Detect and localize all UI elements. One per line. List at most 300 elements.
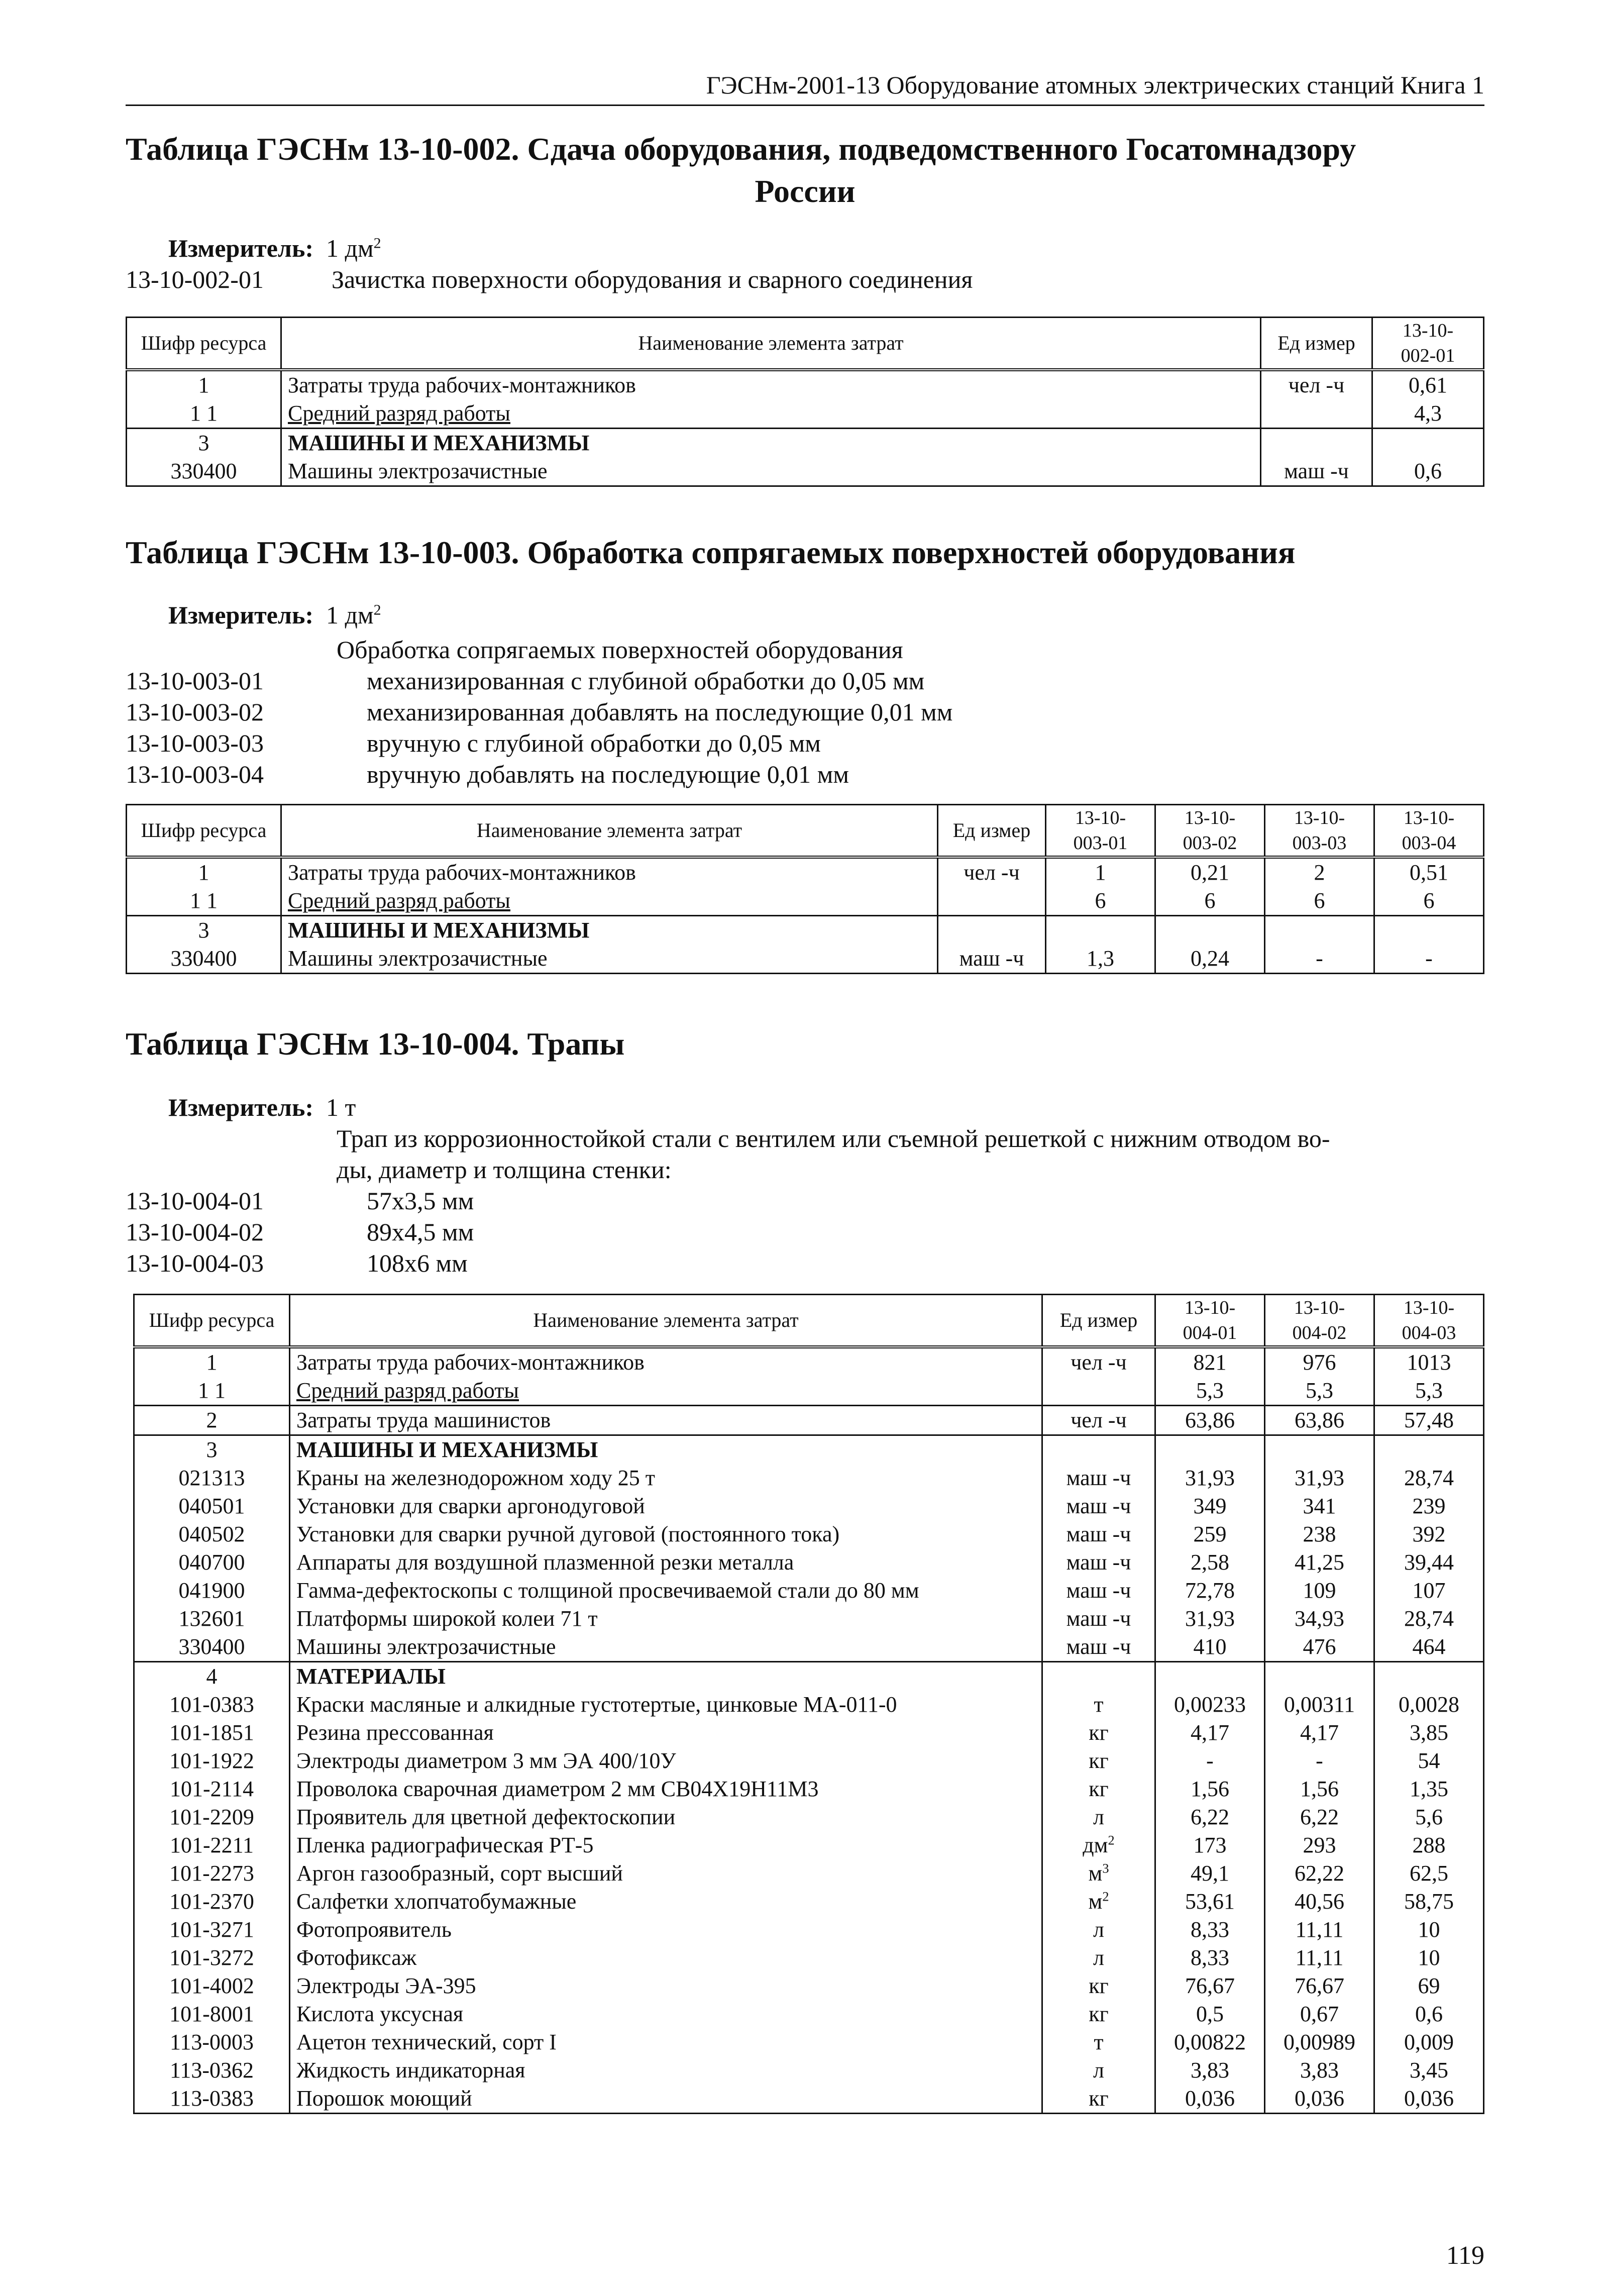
item-line bbox=[126, 665, 1484, 696]
cell-value: 28,74 bbox=[1374, 1464, 1484, 1492]
cell-value: 41,25 bbox=[1265, 1548, 1374, 1577]
unit-text: л bbox=[1093, 1945, 1104, 1970]
cell-value: 31,93 bbox=[1155, 1464, 1265, 1492]
cell-value: 49,1 bbox=[1155, 1859, 1265, 1888]
unit-text: т bbox=[1094, 1692, 1104, 1717]
cell-unit bbox=[1042, 1691, 1155, 1719]
cell-name: Электроды ЭА-395 bbox=[290, 1972, 1042, 2000]
cell-name: Пленка радиографическая РТ-5 bbox=[290, 1831, 1042, 1859]
cell-value: 28,74 bbox=[1374, 1605, 1484, 1633]
cell-value: 0,00233 bbox=[1155, 1691, 1265, 1719]
cell-unit bbox=[1261, 457, 1372, 486]
item-line bbox=[126, 1185, 1484, 1216]
cell-name: Проволока сварочная диаметром 2 мм СВ04Х19Н11М3 bbox=[290, 1775, 1042, 1803]
cell-code: 101-2211 bbox=[134, 1831, 290, 1859]
cell-code: 330400 bbox=[127, 457, 281, 486]
cell-name: Проявитель для цветной дефектоскопии bbox=[290, 1803, 1042, 1831]
cell-code: 1 1 bbox=[127, 887, 281, 916]
cell-value: 0,036 bbox=[1265, 2084, 1374, 2114]
col-header-unit: Ед измер bbox=[938, 805, 1046, 858]
unit-text: чел -ч bbox=[1288, 373, 1345, 397]
cell-unit bbox=[1042, 1859, 1155, 1888]
cell-code: 101-0383 bbox=[134, 1691, 290, 1719]
cell-name: Аппараты для воздушной плазменной резки металла bbox=[290, 1548, 1042, 1577]
cell-value: 39,44 bbox=[1374, 1548, 1484, 1577]
cell-value: 288 bbox=[1374, 1831, 1484, 1859]
cell-value: 3,83 bbox=[1155, 2056, 1265, 2084]
cell-code: 101-2370 bbox=[134, 1888, 290, 1916]
item-line bbox=[126, 727, 1484, 759]
cell-value bbox=[1374, 1662, 1484, 1691]
unit-text: л bbox=[1093, 1805, 1104, 1829]
cell-value: 6 bbox=[1265, 887, 1374, 916]
meter-value: 1 дм bbox=[326, 601, 374, 629]
col-header-unit: Ед измер bbox=[1042, 1295, 1155, 1347]
table-row bbox=[134, 1520, 1484, 1548]
cell-name: Салфетки хлопчатобумажные bbox=[290, 1888, 1042, 1916]
table-row bbox=[134, 1492, 1484, 1520]
cell-value: 6 bbox=[1374, 887, 1484, 916]
table-003-title: Таблица ГЭСНм 13-10-003. Обработка сопрягаемых поверхностей оборудования bbox=[126, 535, 1296, 570]
table-003-meter bbox=[168, 600, 381, 630]
table-003 bbox=[126, 804, 1484, 974]
table-row bbox=[134, 2056, 1484, 2084]
cell-value bbox=[1155, 1435, 1265, 1465]
unit-text: т bbox=[1094, 2030, 1104, 2054]
cell-value: 62,22 bbox=[1265, 1859, 1374, 1888]
cell-unit bbox=[1042, 1548, 1155, 1577]
unit-sup: 2 bbox=[1102, 1889, 1109, 1904]
cell-code: 4 bbox=[134, 1662, 290, 1691]
cell-value: 58,75 bbox=[1374, 1888, 1484, 1916]
item-code: 13-10-004-02 bbox=[126, 1218, 264, 1246]
cell-name: Краны на железнодорожном ходу 25 т bbox=[290, 1464, 1042, 1492]
item-text: вручную добавлять на последующие 0,01 мм bbox=[367, 760, 849, 788]
col-header-code: Шифр ресурса bbox=[127, 318, 281, 370]
unit-text: кг bbox=[1089, 1720, 1109, 1745]
cell-value bbox=[1046, 916, 1155, 945]
cell-name: Средний разряд работы bbox=[290, 1377, 1042, 1406]
cell-name: Машины электрозачистные bbox=[281, 457, 1261, 486]
item-code: 13-10-003-03 bbox=[126, 729, 264, 757]
cell-value: 62,5 bbox=[1374, 1859, 1484, 1888]
col-header-norm-1: 13-10- 004-01 bbox=[1155, 1295, 1265, 1347]
cell-value: 3,85 bbox=[1374, 1719, 1484, 1747]
table-row bbox=[134, 1662, 1484, 1691]
cell-name: Краски масляные и алкидные густотертые, цинковые МА-011-0 bbox=[290, 1691, 1042, 1719]
cell-value: 3,83 bbox=[1265, 2056, 1374, 2084]
cell-name: Затраты труда рабочих-монтажников bbox=[281, 370, 1261, 399]
table-row bbox=[127, 945, 1484, 974]
item-text: вручную с глубиной обработки до 0,05 мм bbox=[367, 729, 821, 757]
table-row bbox=[127, 916, 1484, 945]
table-row bbox=[134, 1916, 1484, 1944]
unit-text: кг bbox=[1089, 2086, 1109, 2111]
unit-text: л bbox=[1093, 1917, 1104, 1942]
cell-name: Кислота уксусная bbox=[290, 2000, 1042, 2028]
table-row bbox=[134, 1577, 1484, 1605]
item-code: 13-10-004-01 bbox=[126, 1187, 264, 1215]
cell-value: 392 bbox=[1374, 1520, 1484, 1548]
cell-value: 0,036 bbox=[1374, 2084, 1484, 2114]
cell-code: 330400 bbox=[127, 945, 281, 974]
item-text: 57х3,5 мм bbox=[367, 1187, 474, 1215]
cell-unit bbox=[1042, 1633, 1155, 1662]
cell-code: 113-0003 bbox=[134, 2028, 290, 2056]
cell-unit bbox=[1042, 1605, 1155, 1633]
table-004-title: Таблица ГЭСНм 13-10-004. Трапы bbox=[126, 1026, 625, 1062]
table-row bbox=[134, 1775, 1484, 1803]
cell-value: 3,45 bbox=[1374, 2056, 1484, 2084]
cell-code: 2 bbox=[134, 1406, 290, 1435]
cell-unit bbox=[938, 945, 1046, 974]
cell-value: 11,11 bbox=[1265, 1944, 1374, 1972]
cell-value bbox=[1155, 1662, 1265, 1691]
table-row bbox=[134, 1406, 1484, 1435]
cell-unit bbox=[938, 916, 1046, 945]
unit-text: маш -ч bbox=[1066, 1550, 1131, 1575]
cell-name: Машины электрозачистные bbox=[290, 1633, 1042, 1662]
item-code: 13-10-003-04 bbox=[126, 760, 264, 788]
cell-unit bbox=[1042, 1803, 1155, 1831]
cell-value: 173 bbox=[1155, 1831, 1265, 1859]
cell-code: 040700 bbox=[134, 1548, 290, 1577]
cell-value: 0,00822 bbox=[1155, 2028, 1265, 2056]
cell-code: 101-4002 bbox=[134, 1972, 290, 2000]
cell-name: Средний разряд работы bbox=[281, 399, 1261, 429]
unit-text: маш -ч bbox=[1066, 1494, 1131, 1518]
table-002-title-line1: Таблица ГЭСНм 13-10-002. Сдача оборудования, подведомственного Госатомнадзору bbox=[126, 131, 1356, 167]
col-header-norm-3: 13-10- 003-03 bbox=[1265, 805, 1374, 858]
cell-name: Жидкость индикаторная bbox=[290, 2056, 1042, 2084]
table-004 bbox=[133, 1294, 1484, 2114]
cell-code: 1 1 bbox=[134, 1377, 290, 1406]
cell-unit bbox=[1261, 399, 1372, 429]
cell-value: 6,22 bbox=[1265, 1803, 1374, 1831]
cell-value: 0,67 bbox=[1265, 2000, 1374, 2028]
cell-name: Гамма-дефектоскопы с толщиной просвечиваемой стали до 80 мм bbox=[290, 1577, 1042, 1605]
table-004-intro-line2: ды, диаметр и толщина стенки: bbox=[337, 1156, 672, 1184]
table-row bbox=[134, 1859, 1484, 1888]
cell-unit bbox=[1042, 2028, 1155, 2056]
cell-unit bbox=[1042, 1377, 1155, 1406]
cell-unit bbox=[1042, 1406, 1155, 1435]
table-004-meter bbox=[168, 1093, 356, 1122]
table-002-meter bbox=[168, 234, 381, 263]
cell-value: 69 bbox=[1374, 1972, 1484, 2000]
page-number: 119 bbox=[1446, 2241, 1484, 2270]
unit-text: чел -ч bbox=[1071, 1350, 1127, 1375]
cell-value: 0,00989 bbox=[1265, 2028, 1374, 2056]
cell-unit bbox=[1042, 1347, 1155, 1377]
table-003-intro: Обработка сопрягаемых поверхностей оборудования bbox=[337, 636, 903, 664]
cell-code: 101-2273 bbox=[134, 1859, 290, 1888]
cell-name: Средний разряд работы bbox=[281, 887, 938, 916]
cell-name: Затраты труда рабочих-монтажников bbox=[281, 857, 938, 887]
cell-value bbox=[1372, 429, 1484, 458]
cell-code: 101-1851 bbox=[134, 1719, 290, 1747]
meter-sup: 2 bbox=[373, 601, 381, 618]
cell-value: 34,93 bbox=[1265, 1605, 1374, 1633]
cell-code: 101-3271 bbox=[134, 1916, 290, 1944]
cell-value: 1,35 bbox=[1374, 1775, 1484, 1803]
item-code: 13-10-003-01 bbox=[126, 667, 264, 695]
meter-label: Измеритель: bbox=[168, 234, 314, 262]
cell-unit bbox=[1042, 1662, 1155, 1691]
unit-text: дм bbox=[1083, 1833, 1108, 1857]
cell-unit bbox=[938, 887, 1046, 916]
table-row bbox=[134, 1944, 1484, 1972]
cell-value bbox=[1265, 1435, 1374, 1465]
cell-value: 8,33 bbox=[1155, 1944, 1265, 1972]
unit-text: маш -ч bbox=[1066, 1634, 1131, 1659]
cell-value: 6,22 bbox=[1155, 1803, 1265, 1831]
cell-value: 4,3 bbox=[1372, 399, 1484, 429]
cell-value: 1,56 bbox=[1155, 1775, 1265, 1803]
cell-value: - bbox=[1374, 945, 1484, 974]
item-code: 13-10-002-01 bbox=[126, 265, 264, 293]
cell-name: МАШИНЫ И МЕХАНИЗМЫ bbox=[281, 916, 938, 945]
table-row bbox=[127, 457, 1484, 486]
cell-name: МАШИНЫ И МЕХАНИЗМЫ bbox=[290, 1435, 1042, 1465]
cell-code: 1 bbox=[127, 857, 281, 887]
table-row bbox=[134, 1888, 1484, 1916]
cell-value: 0,00311 bbox=[1265, 1691, 1374, 1719]
table-row bbox=[134, 1972, 1484, 2000]
item-line bbox=[126, 264, 1484, 295]
unit-text: чел -ч bbox=[1071, 1408, 1127, 1432]
cell-name: Затраты труда рабочих-монтажников bbox=[290, 1347, 1042, 1377]
col-header-norm: 13-10- 002-01 bbox=[1372, 318, 1484, 370]
cell-unit bbox=[1042, 1888, 1155, 1916]
cell-value: 239 bbox=[1374, 1492, 1484, 1520]
meter-label: Измеритель: bbox=[168, 1093, 314, 1121]
cell-value: 410 bbox=[1155, 1633, 1265, 1662]
cell-value: 0,21 bbox=[1155, 857, 1265, 887]
table-row bbox=[134, 2000, 1484, 2028]
cell-name: МАТЕРИАЛЫ bbox=[290, 1662, 1042, 1691]
cell-value: 1,3 bbox=[1046, 945, 1155, 974]
table-row bbox=[134, 1747, 1484, 1775]
cell-value bbox=[1155, 916, 1265, 945]
cell-value: 76,67 bbox=[1265, 1972, 1374, 2000]
table-002-title-line2: России bbox=[755, 173, 856, 209]
table-row bbox=[134, 1633, 1484, 1662]
unit-text: маш -ч bbox=[1284, 459, 1349, 483]
cell-value: 0,6 bbox=[1374, 2000, 1484, 2028]
cell-value bbox=[1265, 916, 1374, 945]
cell-unit bbox=[1042, 1831, 1155, 1859]
meter-label: Измеритель: bbox=[168, 601, 314, 629]
cell-value bbox=[1265, 1662, 1374, 1691]
cell-value: 31,93 bbox=[1265, 1464, 1374, 1492]
cell-value: 464 bbox=[1374, 1633, 1484, 1662]
cell-unit bbox=[1042, 1972, 1155, 2000]
item-text: Зачистка поверхности оборудования и сварного соединения bbox=[332, 265, 973, 293]
cell-code: 1 1 bbox=[127, 399, 281, 429]
cell-code: 132601 bbox=[134, 1605, 290, 1633]
cell-value: 0,036 bbox=[1155, 2084, 1265, 2114]
unit-text: кг bbox=[1089, 2002, 1109, 2026]
cell-name: Установки для сварки ручной дуговой (постоянного тока) bbox=[290, 1520, 1042, 1548]
table-row bbox=[134, 1831, 1484, 1859]
cell-value: 0,5 bbox=[1155, 2000, 1265, 2028]
cell-name: Фотопроявитель bbox=[290, 1916, 1042, 1944]
cell-value: 1,56 bbox=[1265, 1775, 1374, 1803]
table-row bbox=[134, 1719, 1484, 1747]
cell-code: 113-0362 bbox=[134, 2056, 290, 2084]
unit-text: м bbox=[1088, 1889, 1103, 1914]
cell-unit bbox=[1261, 429, 1372, 458]
cell-code: 041900 bbox=[134, 1577, 290, 1605]
unit-text: м bbox=[1088, 1861, 1103, 1886]
cell-name: Электроды диаметром 3 мм ЭА 400/10У bbox=[290, 1747, 1042, 1775]
cell-code: 101-2209 bbox=[134, 1803, 290, 1831]
item-line bbox=[126, 696, 1484, 727]
table-002-title bbox=[126, 128, 1484, 213]
cell-value: 5,3 bbox=[1155, 1377, 1265, 1406]
meter-sup: 2 bbox=[373, 235, 381, 252]
unit-text: л bbox=[1093, 2058, 1104, 2082]
table-row bbox=[134, 1347, 1484, 1377]
cell-value: 72,78 bbox=[1155, 1577, 1265, 1605]
cell-name: Машины электрозачистные bbox=[281, 945, 938, 974]
cell-value: 349 bbox=[1155, 1492, 1265, 1520]
cell-code: 3 bbox=[127, 429, 281, 458]
cell-unit bbox=[1042, 1520, 1155, 1548]
table-row bbox=[134, 2028, 1484, 2056]
cell-code: 3 bbox=[127, 916, 281, 945]
cell-value: 54 bbox=[1374, 1747, 1484, 1775]
cell-value: 5,6 bbox=[1374, 1803, 1484, 1831]
table-row bbox=[134, 1377, 1484, 1406]
unit-sup: 3 bbox=[1102, 1860, 1109, 1876]
col-header-norm-2: 13-10- 003-02 bbox=[1155, 805, 1265, 858]
cell-value: 476 bbox=[1265, 1633, 1374, 1662]
cell-value: 10 bbox=[1374, 1916, 1484, 1944]
col-header-unit: Ед измер bbox=[1261, 318, 1372, 370]
cell-value: 2 bbox=[1265, 857, 1374, 887]
meter-value: 1 т bbox=[326, 1093, 356, 1121]
cell-unit bbox=[1042, 1775, 1155, 1803]
cell-value: - bbox=[1155, 1747, 1265, 1775]
item-text: механизированная добавлять на последующие 0,01 мм bbox=[367, 698, 953, 726]
cell-value: 821 bbox=[1155, 1347, 1265, 1377]
cell-unit bbox=[1042, 1435, 1155, 1465]
cell-value: 0,24 bbox=[1155, 945, 1265, 974]
cell-value: 2,58 bbox=[1155, 1548, 1265, 1577]
cell-code: 1 bbox=[134, 1347, 290, 1377]
col-header-norm-1: 13-10- 003-01 bbox=[1046, 805, 1155, 858]
cell-value: 5,3 bbox=[1265, 1377, 1374, 1406]
item-line bbox=[126, 1247, 1484, 1279]
meter-value: 1 дм bbox=[326, 234, 374, 262]
cell-value: 10 bbox=[1374, 1944, 1484, 1972]
cell-value: 0,6 bbox=[1372, 457, 1484, 486]
cell-name: Порошок моющий bbox=[290, 2084, 1042, 2114]
cell-value: 6 bbox=[1046, 887, 1155, 916]
unit-text: чел -ч bbox=[964, 860, 1020, 885]
unit-text: кг bbox=[1089, 1973, 1109, 1998]
unit-text: маш -ч bbox=[1066, 1578, 1131, 1603]
cell-unit bbox=[1042, 2084, 1155, 2114]
cell-code: 101-3272 bbox=[134, 1944, 290, 1972]
cell-value bbox=[1374, 1435, 1484, 1465]
cell-unit bbox=[1042, 1747, 1155, 1775]
cell-value: 4,17 bbox=[1155, 1719, 1265, 1747]
cell-unit bbox=[1042, 1577, 1155, 1605]
cell-code: 101-1922 bbox=[134, 1747, 290, 1775]
cell-name: Резина прессованная bbox=[290, 1719, 1042, 1747]
cell-value bbox=[1374, 916, 1484, 945]
cell-value: 259 bbox=[1155, 1520, 1265, 1548]
item-text: 108х6 мм bbox=[367, 1249, 468, 1277]
col-header-code: Шифр ресурса bbox=[134, 1295, 290, 1347]
cell-unit bbox=[1042, 1916, 1155, 1944]
unit-text: маш -ч bbox=[1066, 1606, 1131, 1631]
cell-value: 40,56 bbox=[1265, 1888, 1374, 1916]
cell-value: 31,93 bbox=[1155, 1605, 1265, 1633]
cell-code: 113-0383 bbox=[134, 2084, 290, 2114]
cell-code: 101-8001 bbox=[134, 2000, 290, 2028]
unit-text: кг bbox=[1089, 1777, 1109, 1801]
unit-text: кг bbox=[1089, 1748, 1109, 1773]
cell-code: 1 bbox=[127, 370, 281, 399]
cell-value: 63,86 bbox=[1265, 1406, 1374, 1435]
table-row bbox=[134, 1803, 1484, 1831]
col-header-name: Наименование элемента затрат bbox=[290, 1295, 1042, 1347]
item-code: 13-10-004-03 bbox=[126, 1249, 264, 1277]
running-header: ГЭСНм-2001-13 Оборудование атомных электрических станций Книга 1 bbox=[126, 70, 1484, 106]
cell-code: 3 bbox=[134, 1435, 290, 1465]
table-row bbox=[134, 1435, 1484, 1465]
cell-value: 1 bbox=[1046, 857, 1155, 887]
table-row bbox=[127, 887, 1484, 916]
cell-value: 341 bbox=[1265, 1492, 1374, 1520]
cell-unit bbox=[1042, 1492, 1155, 1520]
cell-value: 0,009 bbox=[1374, 2028, 1484, 2056]
cell-code: 040501 bbox=[134, 1492, 290, 1520]
cell-code: 040502 bbox=[134, 1520, 290, 1548]
cell-unit bbox=[1042, 2000, 1155, 2028]
cell-unit bbox=[1042, 2056, 1155, 2084]
cell-value: 57,48 bbox=[1374, 1406, 1484, 1435]
table-row bbox=[134, 1605, 1484, 1633]
table-row bbox=[134, 1691, 1484, 1719]
cell-value: - bbox=[1265, 1747, 1374, 1775]
cell-name: Фотофиксаж bbox=[290, 1944, 1042, 1972]
cell-value: 5,3 bbox=[1374, 1377, 1484, 1406]
cell-value: 76,67 bbox=[1155, 1972, 1265, 2000]
item-text: 89х4,5 мм bbox=[367, 1218, 474, 1246]
cell-value: 4,17 bbox=[1265, 1719, 1374, 1747]
cell-value: 107 bbox=[1374, 1577, 1484, 1605]
unit-text: маш -ч bbox=[1066, 1522, 1131, 1546]
cell-value: 63,86 bbox=[1155, 1406, 1265, 1435]
col-header-code: Шифр ресурса bbox=[127, 805, 281, 858]
cell-value: 6 bbox=[1155, 887, 1265, 916]
unit-text: маш -ч bbox=[1066, 1466, 1131, 1490]
cell-code: 101-2114 bbox=[134, 1775, 290, 1803]
col-header-norm-2: 13-10- 004-02 bbox=[1265, 1295, 1374, 1347]
cell-code: 021313 bbox=[134, 1464, 290, 1492]
col-header-name: Наименование элемента затрат bbox=[281, 318, 1261, 370]
cell-value: 0,0028 bbox=[1374, 1691, 1484, 1719]
cell-name: Установки для сварки аргонодуговой bbox=[290, 1492, 1042, 1520]
cell-code: 330400 bbox=[134, 1633, 290, 1662]
cell-unit bbox=[1042, 1464, 1155, 1492]
cell-value: 53,61 bbox=[1155, 1888, 1265, 1916]
